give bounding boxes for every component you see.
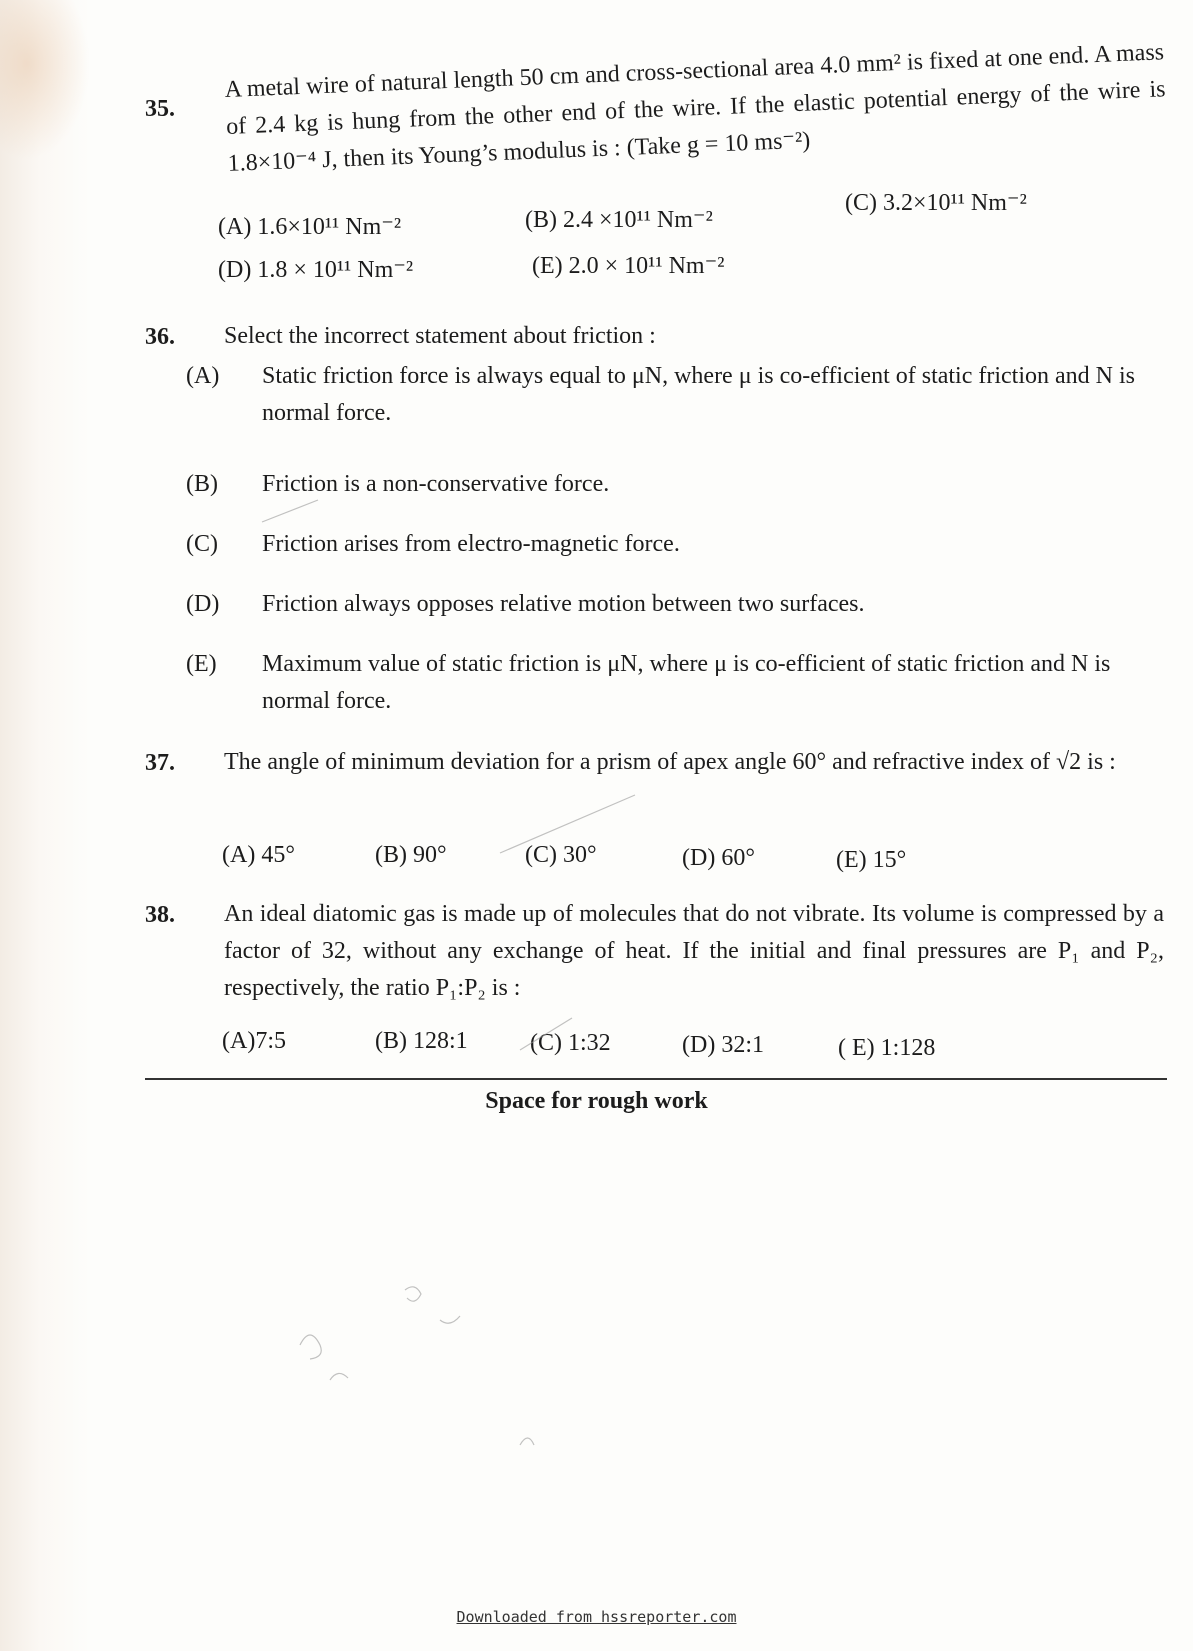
rough-work-label: Space for rough work [485, 1088, 708, 1114]
option-text: Maximum value of static friction is μN, where μ is co-efficient of static friction and N is normal force. [262, 651, 1111, 714]
option-label: (A) [186, 363, 220, 389]
option-label: (E) [186, 651, 217, 677]
question-text: Select the incorrect statement about friction : [224, 323, 656, 349]
question-number: 35. [145, 96, 175, 122]
option-a: (A) 1.6×10¹¹ Nm⁻² [218, 214, 402, 240]
question-text: An ideal diatomic gas is made up of molecules that do not vibrate. Its volume is compressed by a factor of 32, without any exchange of heat. If the initial and final pressures are P₁ and P₂, respectively, the ratio P₁:P₂ is : [224, 901, 1164, 1001]
option-c: (C) 3.2×10¹¹ Nm⁻² [845, 190, 1027, 216]
option-e: (E) 2.0 × 10¹¹ Nm⁻² [532, 253, 725, 279]
option-b: (B) 90° [375, 842, 447, 868]
option-d: (D) 32:1 [682, 1032, 764, 1058]
question-text: The angle of minimum deviation for a prism of apex angle 60° and refractive index of √2 is : [224, 749, 1116, 775]
option-d: (D) 60° [682, 845, 755, 871]
question-number: 38. [145, 902, 175, 928]
question-number: 37. [145, 750, 175, 776]
option-d: (D) 1.8 × 10¹¹ Nm⁻² [218, 257, 414, 283]
option-a: (A) 45° [222, 842, 295, 868]
option-label: (B) [186, 471, 218, 497]
option-text: Friction is a non-conservative force. [262, 471, 610, 497]
option-c: (C) 1:32 [530, 1030, 611, 1056]
option-text: Friction arises from electro-magnetic force. [262, 531, 680, 557]
question-text: A metal wire of natural length 50 cm and cross-sectional area 4.0 mm² is fixed at one end. A mass of 2.4 kg is hung from the other end of the wire. If the elastic potential energy of the wire is 1.8×10⁻⁴ J, then its Young’s modulus is : (Take g = 10 ms⁻²) [224, 39, 1166, 177]
option-label: (C) [186, 531, 218, 557]
option-text: Friction always opposes relative motion between two surfaces. [262, 591, 865, 617]
option-c: (C) 30° [525, 842, 597, 868]
option-text: Static friction force is always equal to μN, where μ is co-efficient of static friction and N is normal force. [262, 363, 1136, 426]
question-number: 36. [145, 324, 175, 350]
option-b: (B) 128:1 [375, 1028, 468, 1054]
option-e: ( E) 1:128 [838, 1035, 936, 1061]
option-e: (E) 15° [836, 847, 907, 873]
option-b: (B) 2.4 ×10¹¹ Nm⁻² [525, 207, 713, 233]
download-footer[interactable]: Downloaded from hssreporter.com [456, 1608, 737, 1626]
option-a: (A)7:5 [222, 1028, 286, 1054]
option-label: (D) [186, 591, 220, 617]
